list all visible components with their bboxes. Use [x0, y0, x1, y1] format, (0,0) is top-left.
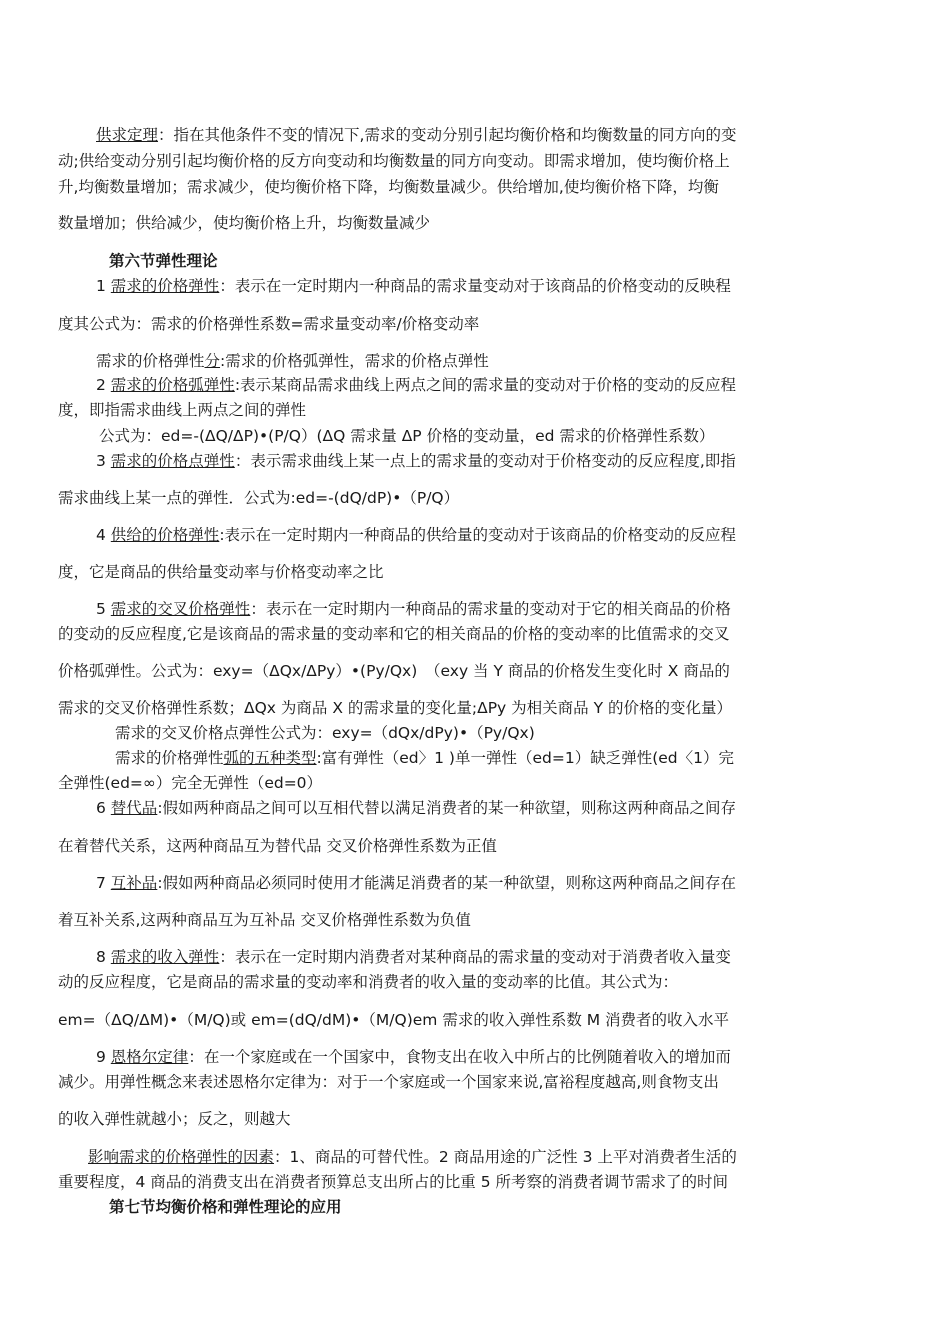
term-fen: 分	[204, 352, 221, 370]
paragraph-number: 4	[96, 526, 111, 544]
paragraph-supply-elasticity	[96, 524, 888, 546]
paragraph-influencing-factors	[88, 1146, 888, 1168]
paragraph-number: 8	[96, 948, 111, 966]
paragraph-line: 需求的交叉价格弹性系数；ΔQx 为商品 X 的需求量的变化量;ΔPy 为相关商品 Y 的价格的变化量）	[58, 699, 732, 717]
paragraph-text: ：表示在一定时期内一种商品的需求量的变动对于它的相关商品的价格	[250, 600, 731, 618]
paragraph-number: 7	[96, 874, 111, 892]
paragraph-engel-law	[96, 1046, 888, 1068]
paragraph-line: 重要程度，4 商品的消费支出在消费者预算总支出所占的比重 5 所考察的消费者调节需求了的时间	[58, 1173, 729, 1191]
formula-line: em=（ΔQ/ΔM)•（M/Q)或 em=(dQ/dM)•（M/Q)em 需求的收入弹性系数 M 消费者的收入水平	[58, 1011, 730, 1029]
term-arc-elasticity: 需求的价格弧弹性	[110, 376, 235, 394]
paragraph-line: 动的反应程度，它是商品的需求量的变动率和消费者的收入量的变动率的比值。其公式为：	[58, 973, 679, 991]
term-income-elasticity: 需求的收入弹性	[110, 948, 220, 966]
term-supply-demand-law: 供求定理	[96, 126, 159, 144]
paragraph-line: 的收入弹性就越小；反之，则越大	[58, 1110, 291, 1128]
paragraph-substitutes	[96, 797, 888, 819]
paragraph-text: :表示在一定时期内一种商品的供给量的变动对于该商品的价格变动的反应程	[219, 526, 737, 544]
formula-line: 需求的交叉价格点弹性公式为：exy=（dQx/dPy)•（Py/Qx)	[115, 724, 535, 742]
paragraph-text: :假如两种商品必须同时使用才能满足消费者的某一种欲望，则称这两种商品之间存在	[157, 874, 737, 892]
paragraph-text: ：表示需求曲线上某一点上的需求量的变动对于价格变动的反应程度,即指	[234, 452, 736, 470]
paragraph-line: 度，即指需求曲线上两点之间的弹性	[58, 401, 307, 419]
section-heading-6: 第六节弹性理论	[109, 252, 218, 270]
paragraph-text: :表示某商品需求曲线上两点之间的需求量的变动对于价格的变动的反应程	[234, 376, 737, 394]
paragraph-text: ：指在其他条件不变的情况下,需求的变动分别引起均衡价格和均衡数量的同方向的变	[158, 126, 737, 144]
paragraph-cross-elasticity	[96, 598, 888, 620]
paragraph-text: ：在一个家庭或在一个国家中，食物支出在收入中所占的比例随着收入的增加而	[188, 1048, 731, 1066]
paragraph-elasticity-types	[96, 350, 888, 372]
formula-line: 公式为：ed=-(ΔQ/ΔP)•(P/Q）(ΔQ 需求量 ΔP 价格的变动量，ed 需求的价格弹性系数）	[99, 427, 715, 445]
paragraph-number: 3	[96, 452, 111, 470]
term-engel-law: 恩格尔定律	[110, 1048, 189, 1066]
paragraph-line: 度其公式为：需求的价格弹性系数=需求量变动率/价格变动率	[58, 315, 480, 333]
term-cross-elasticity: 需求的交叉价格弹性	[110, 600, 251, 618]
paragraph-number: 9	[96, 1048, 111, 1066]
paragraph-text: ：1、商品的可替代性。2 商品用途的广泛性 3 上平对消费者生活的	[274, 1148, 737, 1166]
paragraph-text: :富有弹性（ed〉1 )单一弹性（ed=1）缺乏弹性(ed〈1）完	[316, 749, 734, 767]
term-five-types: 弧的五种类型	[223, 749, 317, 767]
paragraph-line: 数量增加；供给减少，使均衡价格上升，均衡数量减少	[58, 214, 431, 232]
term-substitutes: 替代品	[110, 799, 158, 817]
paragraph-text: ：表示在一定时期内消费者对某种商品的需求量的变动对于消费者收入量变	[219, 948, 731, 966]
paragraph-prefix: 需求的价格弹性	[96, 352, 205, 370]
paragraph-line: 需求曲线上某一点的弹性．公式为:ed=-(dQ/dP)•（P/Q）	[58, 489, 460, 507]
paragraph-line: 在着替代关系，这两种商品互为替代品 交叉价格弹性系数为正值	[58, 837, 497, 855]
paragraph-complements	[96, 872, 888, 894]
paragraph-number: 6	[96, 799, 111, 817]
paragraph-line: 度，它是商品的供给量变动率与价格变动率之比	[58, 563, 384, 581]
paragraph-line: 价格弧弹性。公式为：exy=（ΔQx/ΔPy）•(Py/Qx) （exy 当 Y 商品的价格发生变化时 X 商品的	[58, 662, 730, 680]
paragraph-number: 2	[96, 376, 111, 394]
paragraph-price-elasticity	[96, 275, 888, 297]
section-heading-7: 第七节均衡价格和弹性理论的应用	[109, 1198, 342, 1216]
paragraph-number: 1	[96, 277, 111, 295]
paragraph-line: 动;供给变动分别引起均衡价格的反方向变动和均衡数量的同方向变动。即需求增加，使均衡价格上	[58, 152, 730, 170]
term-price-elasticity: 需求的价格弹性	[110, 277, 220, 295]
paragraph-text: :假如两种商品之间可以互相代替以满足消费者的某一种欲望，则称这两种商品之间存	[157, 799, 737, 817]
term-point-elasticity: 需求的价格点弹性	[110, 452, 235, 470]
paragraph-line: 的变动的反应程度,它是该商品的需求量的变动率和它的相关商品的价格的变动率的比值需求的交叉	[58, 625, 730, 643]
paragraph-arc-elasticity	[96, 374, 888, 396]
paragraph-supply-demand-law	[96, 124, 888, 146]
paragraph-line: 升,均衡数量增加；需求减少，使均衡价格下降，均衡数量减少。供给增加,使均衡价格下降，均衡	[58, 178, 719, 196]
paragraph-point-elasticity	[96, 450, 888, 472]
term-supply-elasticity: 供给的价格弹性	[110, 526, 220, 544]
paragraph-five-types	[115, 747, 888, 769]
paragraph-number: 5	[96, 600, 111, 618]
term-complements: 互补品	[110, 874, 158, 892]
paragraph-line: 减少。用弹性概念来表述恩格尔定律为：对于一个家庭或一个国家来说,富裕程度越高,则食物支出	[58, 1073, 719, 1091]
paragraph-line: 全弹性(ed=∞）完全无弹性（ed=0）	[58, 774, 323, 792]
paragraph-prefix: 需求的价格弹性	[115, 749, 224, 767]
paragraph-text: :需求的价格弧弹性，需求的价格点弹性	[220, 352, 489, 370]
paragraph-income-elasticity	[96, 946, 888, 968]
term-influencing-factors: 影响需求的价格弹性的因素	[88, 1148, 275, 1166]
paragraph-line: 着互补关系,这两种商品互为互补品 交叉价格弹性系数为负值	[58, 911, 471, 929]
paragraph-text: ：表示在一定时期内一种商品的需求量变动对于该商品的价格变动的反映程	[219, 277, 731, 295]
